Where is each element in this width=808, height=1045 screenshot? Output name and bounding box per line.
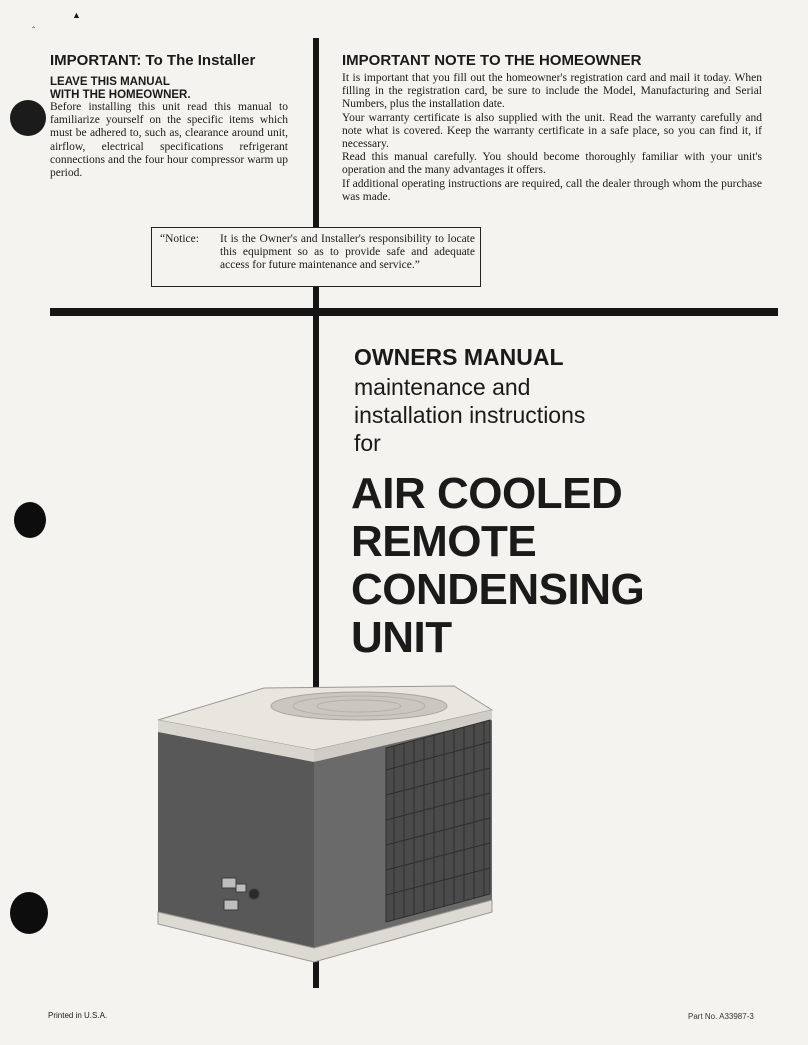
homeowner-paragraph: It is important that you fill out the homeowner's registration card and mail it today. When filling in the registration card, be sure to include the Model, Manufacturing and Serial Numbers, plus the installation date. (342, 72, 762, 111)
installer-body: Before installing this unit read this manual to familiarize yourself on the specific items which must be adhered to, such as, clearance around unit, airflow, electrical specifications refrigerant connections and the four hour compressor warm up period. (50, 101, 288, 180)
installer-subheading (50, 76, 300, 102)
notice-text: It is the Owner's and Installer's responsibility to locate this equipment so as to provide safe and adequate access for future maintenance and service.” (220, 233, 475, 272)
subtitle-line: maintenance and (354, 374, 531, 400)
installer-heading: IMPORTANT: To The Installer (50, 52, 256, 69)
notice-label: “Notice: (160, 233, 199, 245)
installer-sub-line2: WITH THE HOMEOWNER. (50, 89, 191, 101)
printed-in-label: Printed in U.S.A. (48, 1011, 108, 1020)
product-title-line: REMOTE (351, 517, 537, 566)
homeowner-heading: IMPORTANT NOTE TO THE HOMEOWNER (342, 52, 642, 69)
notice-box (151, 227, 481, 287)
coil-grille (386, 720, 490, 922)
homeowner-paragraph: Read this manual carefully. You should become thoroughly familiar with your unit's operation and the many advantages it offers. (342, 151, 762, 177)
subtitle-line: for (354, 430, 381, 456)
product-title-line: AIR COOLED (351, 469, 623, 518)
horizontal-rule (50, 308, 778, 316)
product-title-line: UNIT (351, 613, 452, 662)
homeowner-body (342, 72, 762, 204)
corner-mark: ▲ (72, 10, 81, 20)
part-number: Part No. A33987-3 (688, 1012, 754, 1021)
punch-hole (14, 502, 46, 538)
unit-front-panel (158, 732, 314, 948)
subtitle-line: installation instructions (354, 402, 586, 428)
punch-hole (10, 892, 48, 934)
product-title-line: CONDENSING (351, 565, 645, 614)
manual-subtitle (354, 373, 585, 457)
homeowner-paragraph: Your warranty certificate is also supplied with the unit. Read the warranty carefully and note what is covered. Keep the warranty certificate in a safe place, so you can find it, if necessary. (342, 111, 762, 151)
punch-hole (10, 100, 46, 136)
condensing-unit-illustration (154, 680, 499, 970)
homeowner-paragraph: If additional operating instructions are required, call the dealer through whom the purchase was made. (342, 177, 762, 203)
installer-sub-line1: LEAVE THIS MANUAL (50, 76, 170, 88)
corner-mark: ‸ (32, 18, 36, 28)
manual-title: OWNERS MANUAL (354, 344, 564, 370)
product-title (351, 470, 644, 662)
